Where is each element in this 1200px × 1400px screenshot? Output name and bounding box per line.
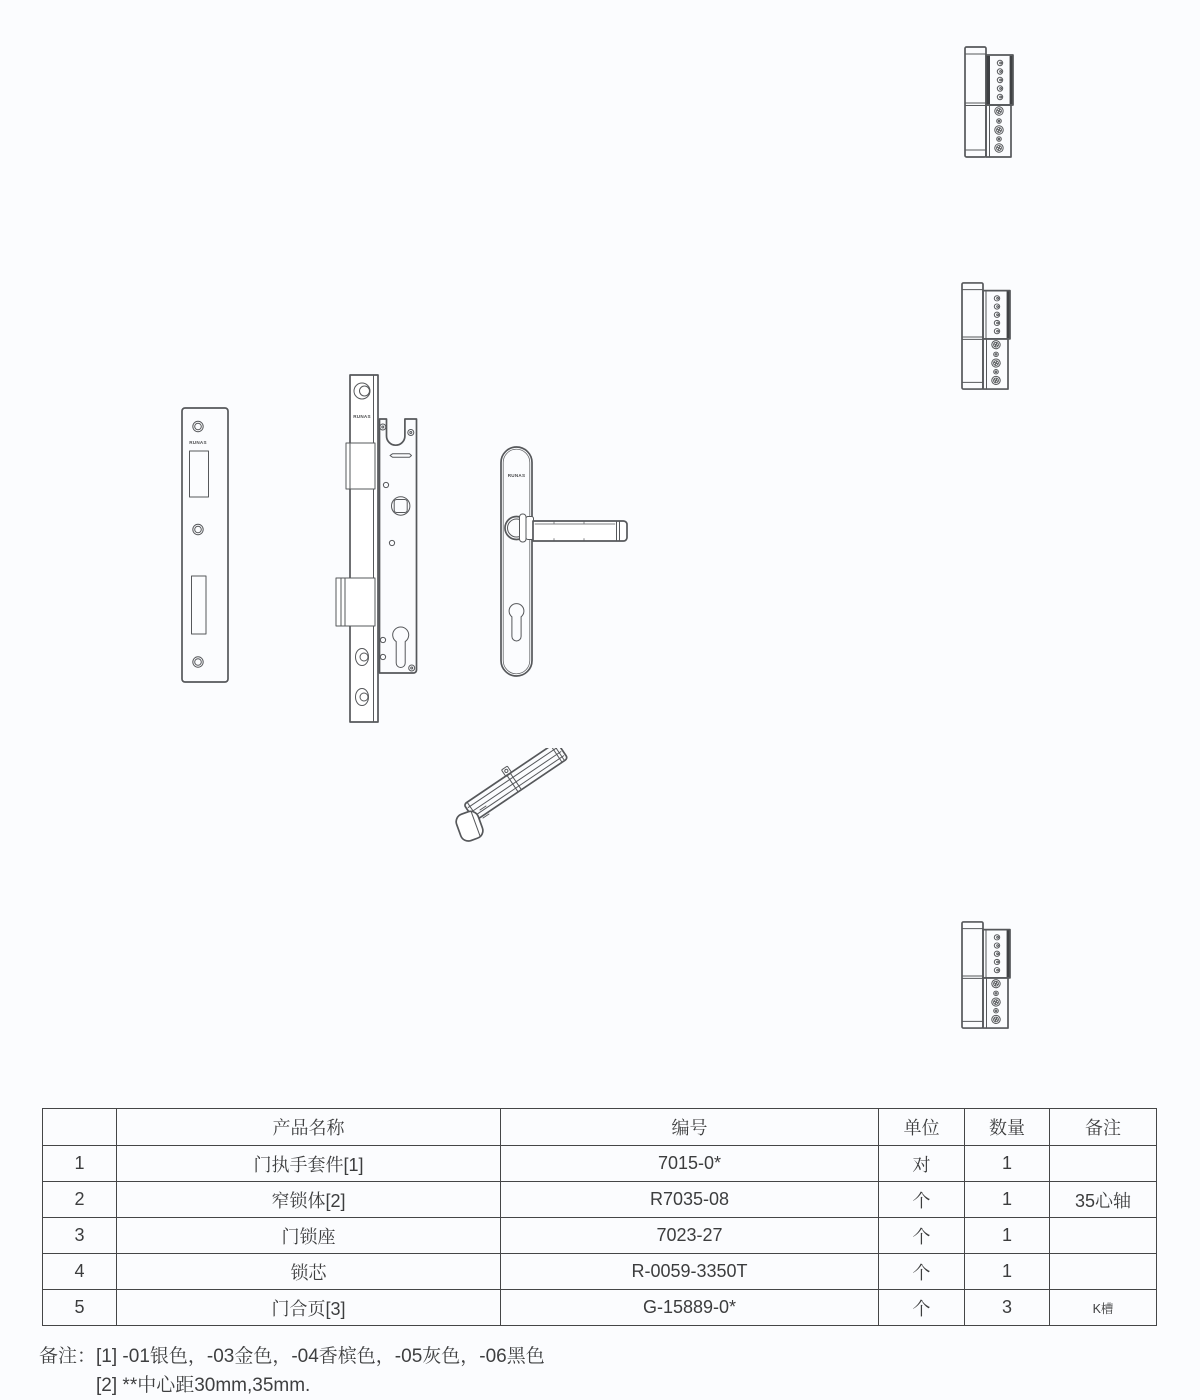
footnotes-label: 备注： <box>39 1346 97 1367</box>
cell-product-name: 锁芯 <box>117 1254 501 1290</box>
cell-unit: 个 <box>879 1182 965 1218</box>
footnotes <box>39 1342 545 1400</box>
cell-remark <box>1050 1146 1157 1182</box>
cell-product-name: 窄锁体[2] <box>117 1182 501 1218</box>
table-header-row <box>43 1109 1157 1146</box>
header-product-name: 产品名称 <box>117 1109 501 1146</box>
header-remark: 备注 <box>1050 1109 1157 1146</box>
cell-index: 4 <box>43 1254 117 1290</box>
header-index <box>43 1109 117 1146</box>
cell-qty: 3 <box>965 1290 1050 1326</box>
table-row <box>43 1182 1157 1218</box>
cell-code: R-0059-3350T <box>501 1254 879 1290</box>
cell-index: 3 <box>43 1218 117 1254</box>
cell-qty: 1 <box>965 1254 1050 1290</box>
cell-index: 5 <box>43 1290 117 1326</box>
footnote-line: [2] **中心距30mm,35mm. <box>96 1375 311 1396</box>
cell-remark <box>1050 1218 1157 1254</box>
table-row <box>43 1254 1157 1290</box>
cell-unit: 个 <box>879 1290 965 1326</box>
cell-product-name: 门锁座 <box>117 1218 501 1254</box>
cell-remark: K槽 <box>1050 1290 1157 1326</box>
cell-remark <box>1050 1254 1157 1290</box>
header-code: 编号 <box>501 1109 879 1146</box>
handle-drawing <box>496 444 636 680</box>
cell-unit: 对 <box>879 1146 965 1182</box>
table-row <box>43 1146 1157 1182</box>
cell-code: 7023-27 <box>501 1218 879 1254</box>
table-row <box>43 1290 1157 1326</box>
table-row <box>43 1218 1157 1254</box>
hinge-drawing-bottom <box>960 919 1012 1031</box>
cell-product-name: 门执手套件[1] <box>117 1146 501 1182</box>
cell-index: 2 <box>43 1182 117 1218</box>
lock-body-drawing <box>335 370 425 726</box>
cell-unit: 个 <box>879 1218 965 1254</box>
cell-unit: 个 <box>879 1254 965 1290</box>
cell-qty: 1 <box>965 1146 1050 1182</box>
header-unit: 单位 <box>879 1109 965 1146</box>
cell-code: 7015-0* <box>501 1146 879 1182</box>
cell-remark: 35心轴 <box>1050 1182 1157 1218</box>
cylinder-drawing <box>450 748 580 848</box>
cell-product-name: 门合页[3] <box>117 1290 501 1326</box>
cell-code: R7035-08 <box>501 1182 879 1218</box>
cell-qty: 1 <box>965 1182 1050 1218</box>
footnote-line: [1] -01银色，-03金色，-04香槟色，-05灰色，-06黑色 <box>96 1346 545 1367</box>
header-qty: 数量 <box>965 1109 1050 1146</box>
brand-label: RUNAS <box>353 414 371 419</box>
cell-index: 1 <box>43 1146 117 1182</box>
cell-qty: 1 <box>965 1218 1050 1254</box>
strike-plate-drawing <box>181 407 231 684</box>
hinge-drawing-middle <box>960 280 1012 392</box>
brand-label: RUNAS <box>507 473 526 478</box>
brand-label: RUNAS <box>189 440 207 445</box>
spec-table <box>42 1108 1157 1326</box>
cell-code: G-15889-0* <box>501 1290 879 1326</box>
hinge-drawing-top <box>963 44 1015 160</box>
